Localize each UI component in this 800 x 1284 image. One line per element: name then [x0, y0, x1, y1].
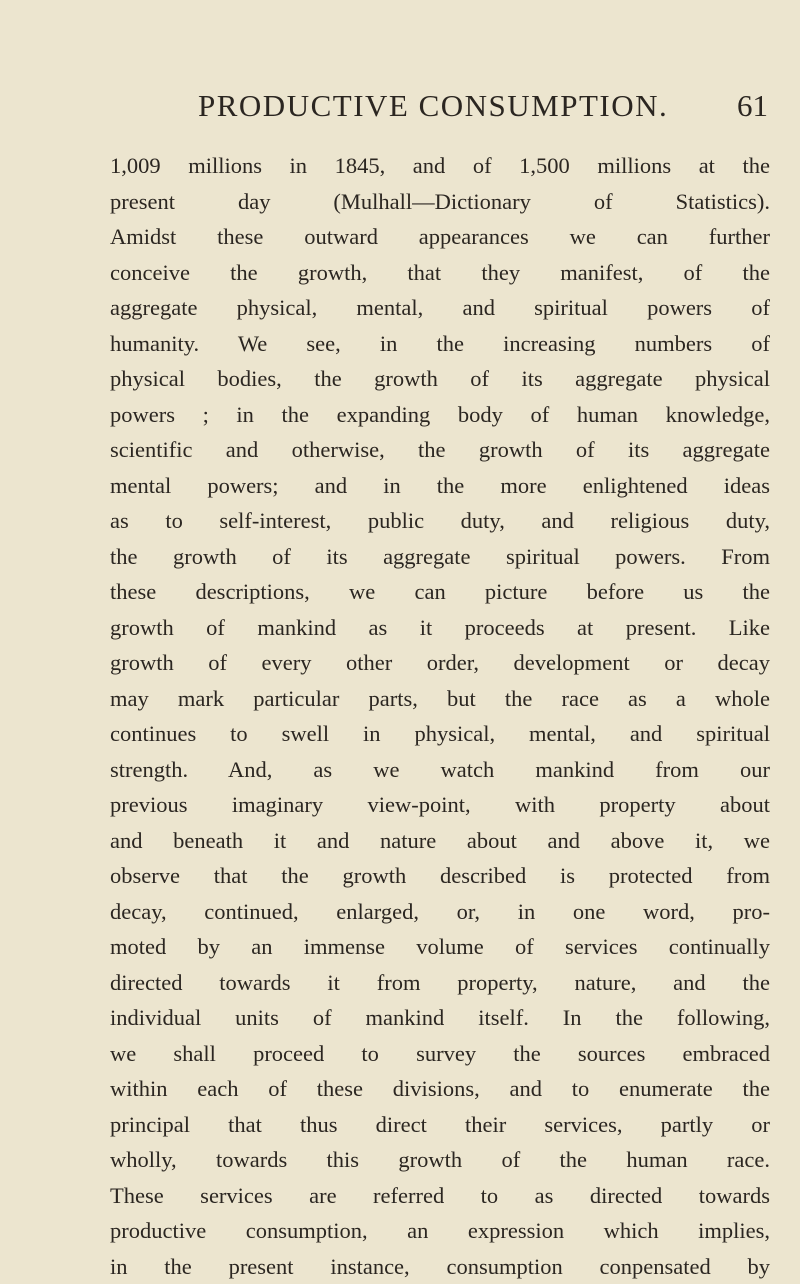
- body-text: [110, 148, 770, 1284]
- text-line: scientific and otherwise, the growth of its aggregate: [110, 432, 770, 468]
- text-line: we shall proceed to survey the sources embraced: [110, 1036, 770, 1072]
- text-line: growth of mankind as it proceeds at present. Like: [110, 610, 770, 646]
- text-line: aggregate physical, mental, and spiritual powers of: [110, 290, 770, 326]
- text-line: within each of these divisions, and to enumerate the: [110, 1071, 770, 1107]
- running-title: PRODUCTIVE CONSUMPTION.: [198, 88, 668, 124]
- text-line: may mark particular parts, but the race as a whole: [110, 681, 770, 717]
- text-line: These services are referred to as directed towards: [110, 1178, 770, 1214]
- text-line: observe that the growth described is protected from: [110, 858, 770, 894]
- text-line: Amidst these outward appearances we can further: [110, 219, 770, 255]
- text-line: previous imaginary view-point, with property about: [110, 787, 770, 823]
- text-line: mental powers; and in the more enlightened ideas: [110, 468, 770, 504]
- text-line: moted by an immense volume of services continually: [110, 929, 770, 965]
- text-line: 1,009 millions in 1845, and of 1,500 millions at the: [110, 148, 770, 184]
- text-line: physical bodies, the growth of its aggregate physical: [110, 361, 770, 397]
- text-line: principal that thus direct their services, partly or: [110, 1107, 770, 1143]
- text-line: conceive the growth, that they manifest, of the: [110, 255, 770, 291]
- text-line: powers ; in the expanding body of human knowledge,: [110, 397, 770, 433]
- running-head: [198, 88, 768, 138]
- text-line: productive consumption, an expression which implies,: [110, 1213, 770, 1249]
- text-line: individual units of mankind itself. In the following,: [110, 1000, 770, 1036]
- text-line: growth of every other order, development or decay: [110, 645, 770, 681]
- text-line: continues to swell in physical, mental, and spiritual: [110, 716, 770, 752]
- text-line: present day (Mulhall—Dictionary of Statistics).: [110, 184, 770, 220]
- text-line: strength. And, as we watch mankind from our: [110, 752, 770, 788]
- text-line: humanity. We see, in the increasing numbers of: [110, 326, 770, 362]
- text-line: these descriptions, we can picture before us the: [110, 574, 770, 610]
- page-number: 61: [737, 88, 768, 124]
- text-line: the growth of its aggregate spiritual powers. From: [110, 539, 770, 575]
- text-line: wholly, towards this growth of the human race.: [110, 1142, 770, 1178]
- text-line: directed towards it from property, nature, and the: [110, 965, 770, 1001]
- text-line: and beneath it and nature about and above it, we: [110, 823, 770, 859]
- text-line: as to self-interest, public duty, and religious duty,: [110, 503, 770, 539]
- text-line: decay, continued, enlarged, or, in one word, pro-: [110, 894, 770, 930]
- text-line: in the present instance, consumption conpensated by: [110, 1249, 770, 1284]
